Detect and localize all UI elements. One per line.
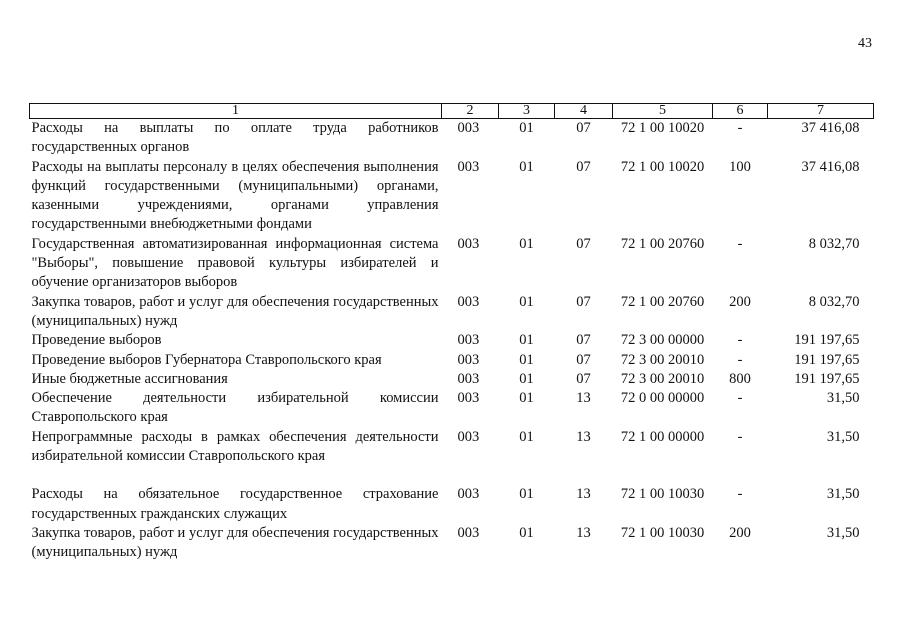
table-row [30,524,874,563]
table-row [30,158,874,235]
table-header [30,104,874,119]
header-row [30,104,874,119]
row-name: Закупка товаров, работ и услуг для обеспечения государственных (муниципальных) нужд [31,524,439,561]
row-target-article: 72 1 00 10020 [620,120,705,136]
table-row [30,485,874,524]
row-target-article: 72 3 00 20010 [620,370,705,387]
row-amount: 191 197,65 [794,351,860,368]
row-expense-type: 800 [729,370,751,387]
row-section: 01 [519,332,534,349]
row-subsection: 07 [576,120,591,136]
row-expense-type: 200 [729,293,751,310]
row-section: 01 [519,235,534,252]
row-target-article: 72 3 00 20010 [620,351,705,368]
row-section: 01 [519,293,534,310]
row-target-article: 72 1 00 10030 [620,524,705,541]
row-amount: 37 416,08 [801,120,860,136]
row-subsection: 13 [576,486,591,503]
row-expense-type: - [737,332,743,349]
row-target-article: 72 1 00 20760 [620,293,705,310]
table-row [30,293,874,332]
row-section: 01 [519,158,534,175]
row-ministry-code: 003 [457,158,480,175]
table-row [30,119,874,158]
row-name: Государственная автоматизированная информационная система "Выборы", повышение правовой культуры избирателей и обучение организаторов выборов [31,235,439,291]
row-target-article: 72 1 00 10020 [620,158,705,175]
row-name: Расходы на обязательное государственное страхование государственных гражданских служащих [31,486,439,522]
row-subsection: 07 [576,370,591,387]
header-cell-5: 5 [613,104,713,119]
row-subsection: 13 [576,524,591,541]
row-amount: 8 032,70 [808,235,860,252]
row-amount: 31,50 [826,428,860,445]
row-amount: 191 197,65 [794,332,860,349]
row-expense-type: - [737,120,743,136]
row-name: Расходы на выплаты персоналу в целях обеспечения выполнения функций государственными (муниципальными) органами, казенными учреждениями, органами управления государственными внебюджетными фондами [31,158,439,233]
row-amount: 191 197,65 [794,370,860,387]
row-ministry-code: 003 [457,351,480,368]
row-amount: 37 416,08 [801,158,860,175]
row-name: Проведение выборов [31,332,162,349]
row-expense-type: 100 [729,158,751,175]
row-name: Расходы на выплаты по оплате труда работников государственных органов [31,120,439,156]
row-target-article: 72 1 00 00000 [620,428,705,445]
row-target-article: 72 0 00 00000 [620,390,705,407]
row-target-article: 72 1 00 10030 [620,486,705,503]
row-ministry-code: 003 [457,120,480,136]
table-row [30,331,874,350]
row-ministry-code: 003 [457,332,480,349]
row-section: 01 [519,524,534,541]
row-amount: 31,50 [826,524,860,541]
row-ministry-code: 003 [457,293,480,310]
row-subsection: 13 [576,390,591,407]
header-cell-6: 6 [713,104,768,119]
row-name: Проведение выборов Губернатора Ставропольского края [31,351,382,368]
row-ministry-code: 003 [457,235,480,252]
header-cell-4: 4 [555,104,613,119]
row-target-article: 72 1 00 20760 [620,235,705,252]
row-expense-type: 200 [729,524,751,541]
row-section: 01 [519,370,534,387]
row-amount: 31,50 [826,390,860,407]
budget-table [29,103,874,563]
table-row [30,428,874,467]
row-ministry-code: 003 [457,390,480,407]
page-number: 43 [858,36,872,51]
row-ministry-code: 003 [457,370,480,387]
spacer-row [30,466,874,485]
row-expense-type: - [737,390,743,407]
row-expense-type: - [737,235,743,252]
spacer-cell [30,466,874,485]
row-name: Иные бюджетные ассигнования [31,370,228,387]
table-body [30,119,874,563]
row-ministry-code: 003 [457,428,480,445]
row-target-article: 72 3 00 00000 [620,332,705,349]
row-subsection: 07 [576,158,591,175]
header-cell-1: 1 [30,104,442,119]
row-subsection: 07 [576,293,591,310]
row-ministry-code: 003 [457,486,480,503]
row-section: 01 [519,486,534,503]
row-name: Закупка товаров, работ и услуг для обеспечения государственных (муниципальных) нужд [31,293,439,329]
row-ministry-code: 003 [457,524,480,541]
header-cell-7: 7 [768,104,874,119]
row-subsection: 07 [576,351,591,368]
row-section: 01 [519,390,534,407]
row-amount: 8 032,70 [808,293,860,310]
row-expense-type: - [737,351,743,368]
row-expense-type: - [737,486,743,503]
header-cell-2: 2 [442,104,499,119]
row-expense-type: - [737,428,743,445]
row-name: Непрограммные расходы в рамках обеспечения деятельности избирательной комиссии Ставропольского края [31,428,439,465]
table-row [30,235,874,293]
row-section: 01 [519,120,534,136]
table-row [30,370,874,389]
table-row [30,351,874,370]
row-subsection: 07 [576,332,591,349]
row-name: Обеспечение деятельности избирательной комиссии Ставропольского края [31,390,439,426]
header-cell-3: 3 [499,104,555,119]
row-section: 01 [519,428,534,445]
row-section: 01 [519,351,534,368]
row-subsection: 07 [576,235,591,252]
table-row [30,389,874,428]
row-amount: 31,50 [826,486,860,503]
row-subsection: 13 [576,428,591,445]
